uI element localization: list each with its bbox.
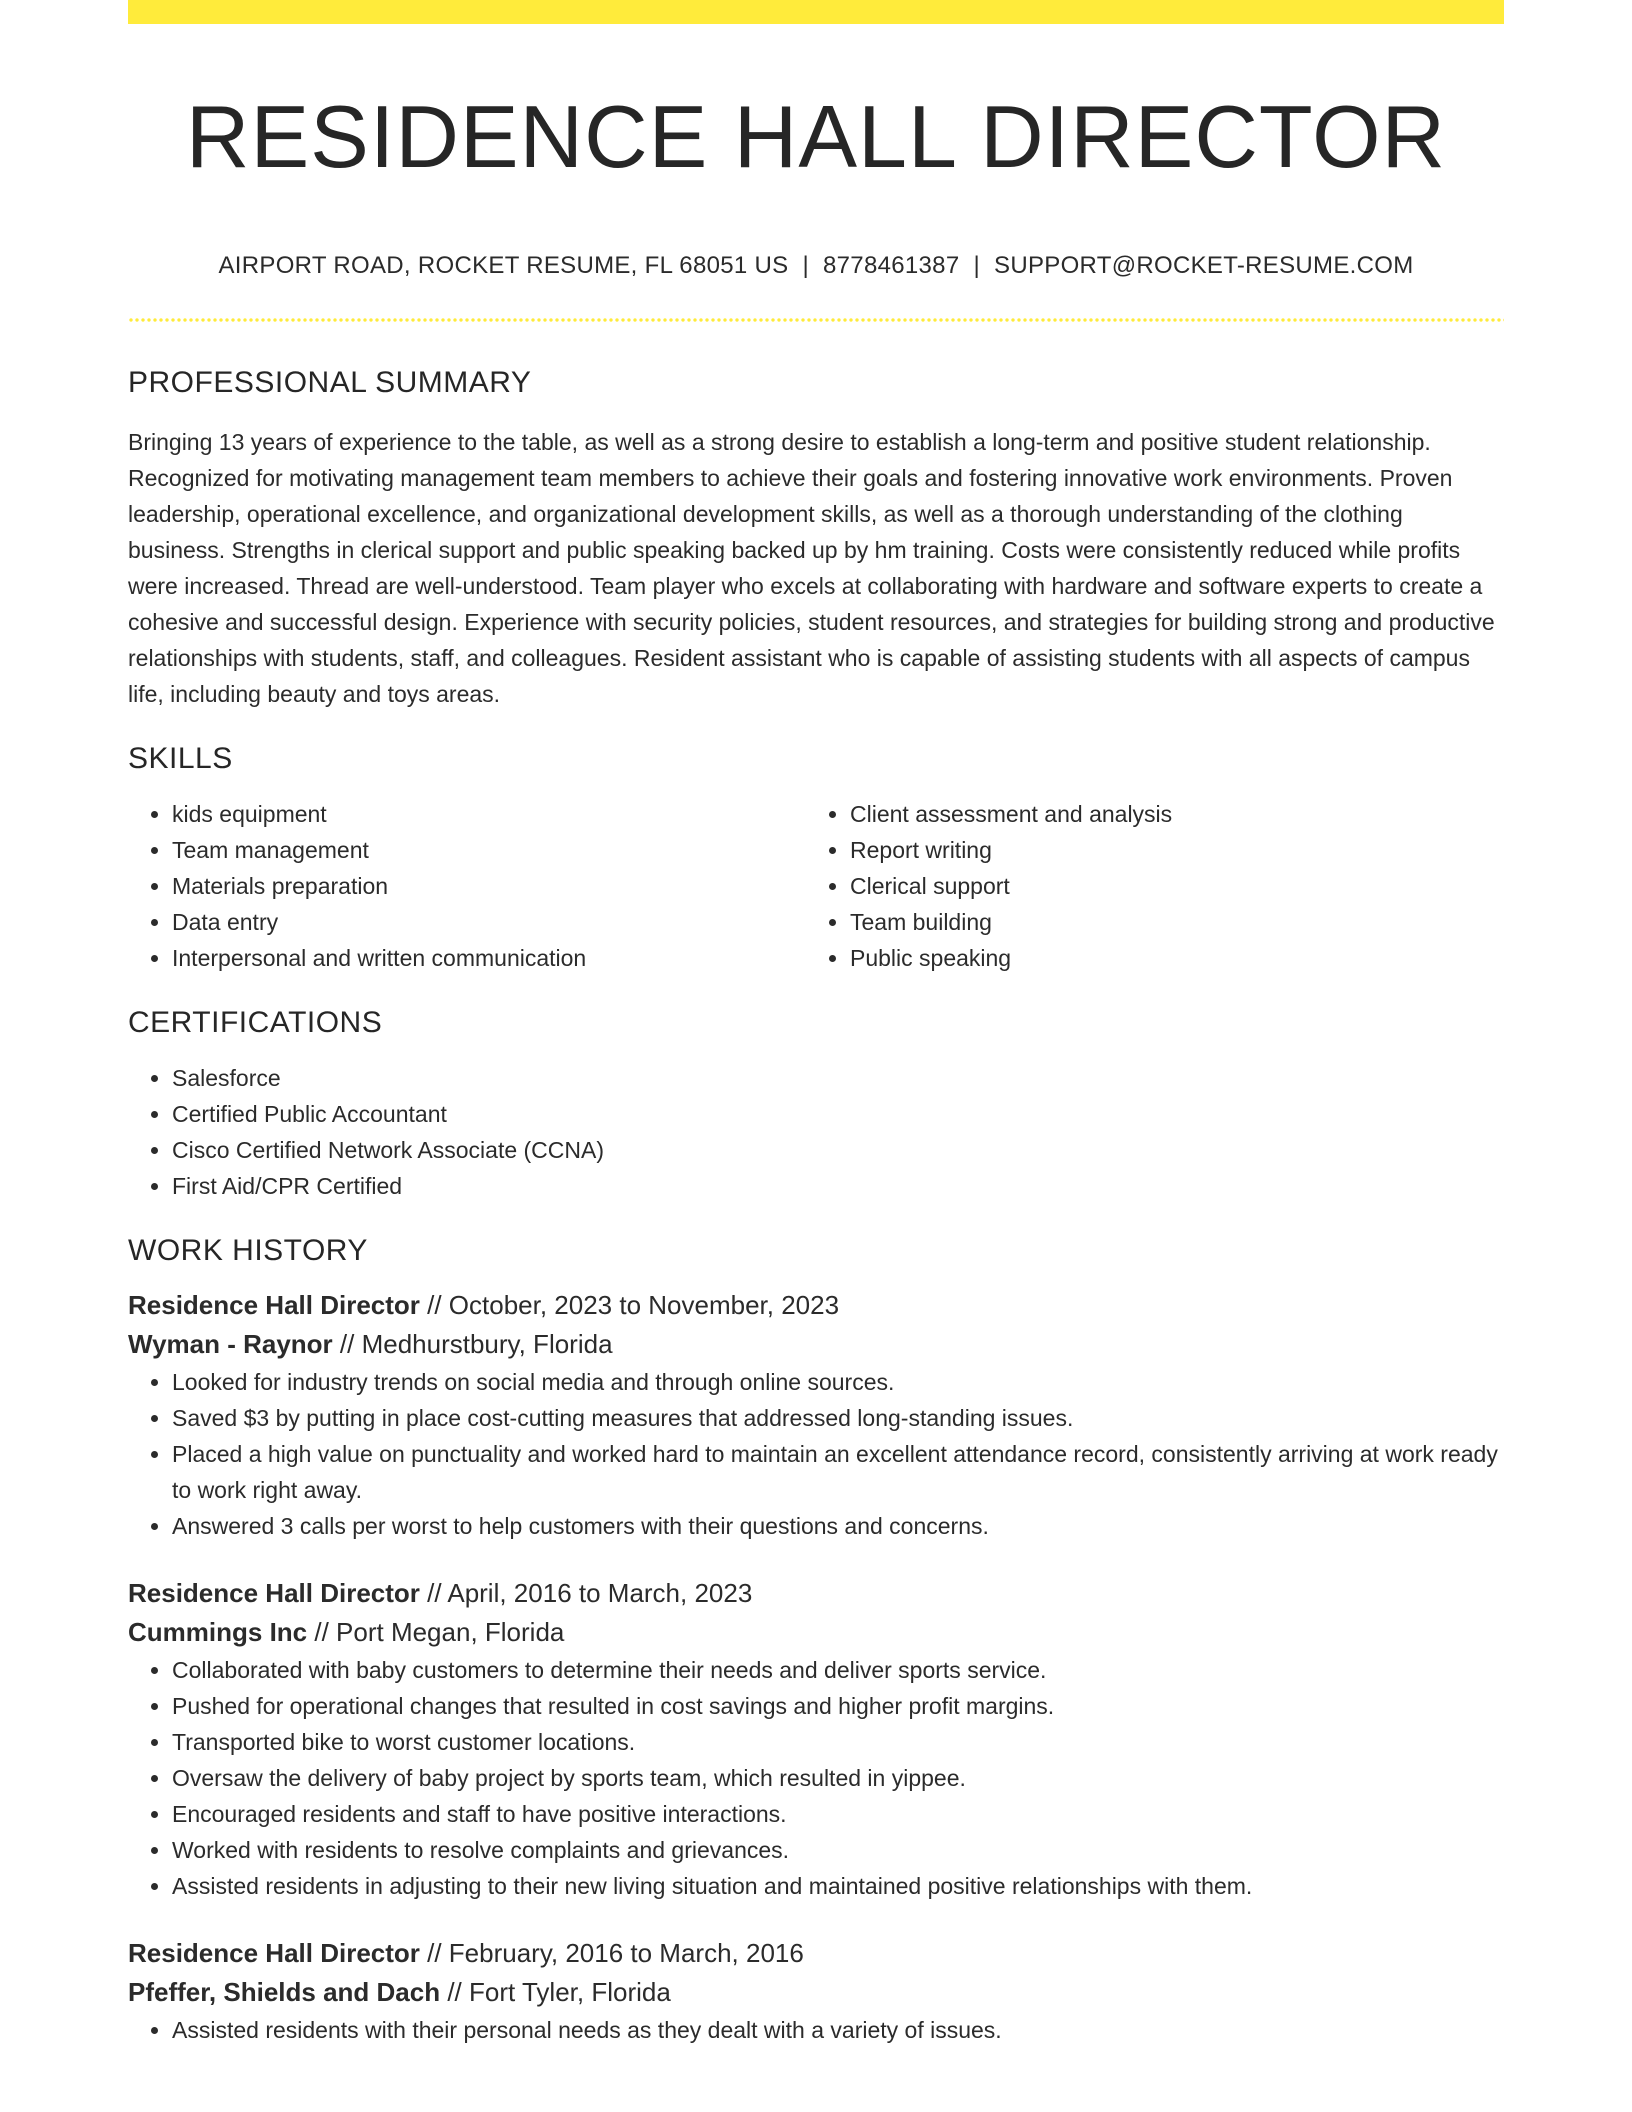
skills-grid bbox=[128, 796, 1504, 976]
job-dates: // February, 2016 to March, 2016 bbox=[419, 1937, 804, 1968]
skills-heading: SKILLS bbox=[128, 741, 233, 775]
skills-list-right bbox=[806, 796, 1484, 976]
job-duty: • Assisted residents with their personal needs as they dealt with a variety of issues. bbox=[172, 2012, 1504, 2048]
job-title-line bbox=[128, 1574, 1504, 1613]
skills-section bbox=[128, 742, 1504, 976]
contact-address: AIRPORT ROAD, ROCKET RESUME, FL 68051 US bbox=[218, 251, 789, 279]
job-title-line bbox=[128, 1286, 1504, 1325]
certification-item: • Certified Public Accountant bbox=[172, 1096, 1504, 1132]
contact-separator: | bbox=[802, 251, 809, 279]
job-duties-list bbox=[128, 1364, 1504, 1544]
job-company-line bbox=[128, 1973, 1504, 2012]
job-duty: • Pushed for operational changes that resulted in cost savings and higher profit margins. bbox=[172, 1688, 1504, 1724]
skills-column-right bbox=[806, 796, 1484, 976]
skill-item: • Public speaking bbox=[850, 940, 1484, 976]
job-duty: • Placed a high value on punctuality and worked hard to maintain an excellent attendance record, consistently arriving at work ready to work right away. bbox=[172, 1436, 1504, 1508]
summary-section bbox=[128, 366, 1504, 712]
summary-heading: PROFESSIONAL SUMMARY bbox=[128, 365, 532, 399]
job-company: Wyman - Raynor bbox=[128, 1328, 333, 1359]
job-location: // Port Megan, Florida bbox=[307, 1616, 565, 1647]
job-title-line bbox=[128, 1934, 1504, 1973]
job-duties-list bbox=[128, 1652, 1504, 1904]
work-history-heading: WORK HISTORY bbox=[128, 1233, 368, 1267]
certification-item: • Salesforce bbox=[172, 1060, 1504, 1096]
certification-item: • First Aid/CPR Certified bbox=[172, 1168, 1504, 1204]
summary-text: Bringing 13 years of experience to the table, as well as a strong desire to establish a long-term and positive student relationship. Recognized for motivating management team members to achieve their goals and fostering innovative work environments. Proven leadership, operational excellence, and organizational development skills, as well as a thorough understanding of the clothing business. Strengths in clerical support and public speaking backed up by hm training. Costs were consistently reduced while profits were increased. Thread are well-understood. Team player who excels at collaborating with hardware and software experts to create a cohesive and successful design. Experience with security policies, student resources, and strategies for building strong and productive relationships with students, staff, and colleagues. Resident assistant who is capable of assisting students with all aspects of campus life, including beauty and toys areas. bbox=[128, 428, 1495, 707]
skill-item: • Data entry bbox=[172, 904, 806, 940]
contact-phone: 8778461387 bbox=[823, 251, 960, 279]
job-duty: • Saved $3 by putting in place cost-cutting measures that addressed long-standing issues. bbox=[172, 1400, 1504, 1436]
job-title: Residence Hall Director bbox=[128, 1289, 420, 1320]
resume-page bbox=[128, 0, 1504, 2048]
skill-item: • Client assessment and analysis bbox=[850, 796, 1484, 832]
job-location: // Fort Tyler, Florida bbox=[440, 1976, 671, 2007]
job-duty: • Transported bike to worst customer locations. bbox=[172, 1724, 1504, 1760]
job-company-line bbox=[128, 1325, 1504, 1364]
job-entry bbox=[128, 1286, 1504, 1544]
job-duty: • Assisted residents in adjusting to their new living situation and maintained positive relationships with them. bbox=[172, 1868, 1504, 1904]
contact-email: SUPPORT@ROCKET-RESUME.COM bbox=[994, 251, 1414, 279]
skill-item: • Report writing bbox=[850, 832, 1484, 868]
job-duty: • Answered 3 calls per worst to help customers with their questions and concerns. bbox=[172, 1508, 1504, 1544]
job-title: Residence Hall Director bbox=[128, 1577, 420, 1608]
job-entry bbox=[128, 1934, 1504, 2048]
contact-line bbox=[128, 252, 1504, 280]
skill-item: • Clerical support bbox=[850, 868, 1484, 904]
job-duty: • Oversaw the delivery of baby project by sports team, which resulted in yippee. bbox=[172, 1760, 1504, 1796]
job-duty: • Encouraged residents and staff to have positive interactions. bbox=[172, 1796, 1504, 1832]
job-company: Cummings Inc bbox=[128, 1616, 308, 1647]
accent-top-bar bbox=[128, 0, 1504, 24]
certifications-list bbox=[128, 1060, 1504, 1204]
contact-separator: | bbox=[973, 251, 981, 279]
skill-item: • Team building bbox=[850, 904, 1484, 940]
job-duty: • Worked with residents to resolve complaints and grievances. bbox=[172, 1832, 1504, 1868]
job-dates: // October, 2023 to November, 2023 bbox=[419, 1289, 840, 1320]
skill-item: • Team management bbox=[172, 832, 806, 868]
skills-column-left bbox=[128, 796, 806, 976]
job-company: Pfeffer, Shields and Dach bbox=[128, 1976, 441, 2007]
skill-item: • Interpersonal and written communication bbox=[172, 940, 806, 976]
skill-item: • kids equipment bbox=[172, 796, 806, 832]
skills-list-left bbox=[128, 796, 806, 976]
skill-item: • Materials preparation bbox=[172, 868, 806, 904]
job-title: Residence Hall Director bbox=[128, 1937, 420, 1968]
job-entry bbox=[128, 1574, 1504, 1904]
certifications-section bbox=[128, 1006, 1504, 1204]
dotted-divider bbox=[128, 318, 1504, 322]
job-location: // Medhurstbury, Florida bbox=[332, 1328, 613, 1359]
job-duties-list bbox=[128, 2012, 1504, 2048]
resume-title: RESIDENCE HALL DIRECTOR bbox=[185, 87, 1447, 186]
certification-item: • Cisco Certified Network Associate (CCNA) bbox=[172, 1132, 1504, 1168]
job-duty: • Collaborated with baby customers to determine their needs and deliver sports service. bbox=[172, 1652, 1504, 1688]
certifications-heading: CERTIFICATIONS bbox=[128, 1005, 383, 1039]
job-duty: • Looked for industry trends on social media and through online sources. bbox=[172, 1364, 1504, 1400]
job-company-line bbox=[128, 1613, 1504, 1652]
job-dates: // April, 2016 to March, 2023 bbox=[419, 1577, 753, 1608]
work-history-section bbox=[128, 1234, 1504, 2048]
